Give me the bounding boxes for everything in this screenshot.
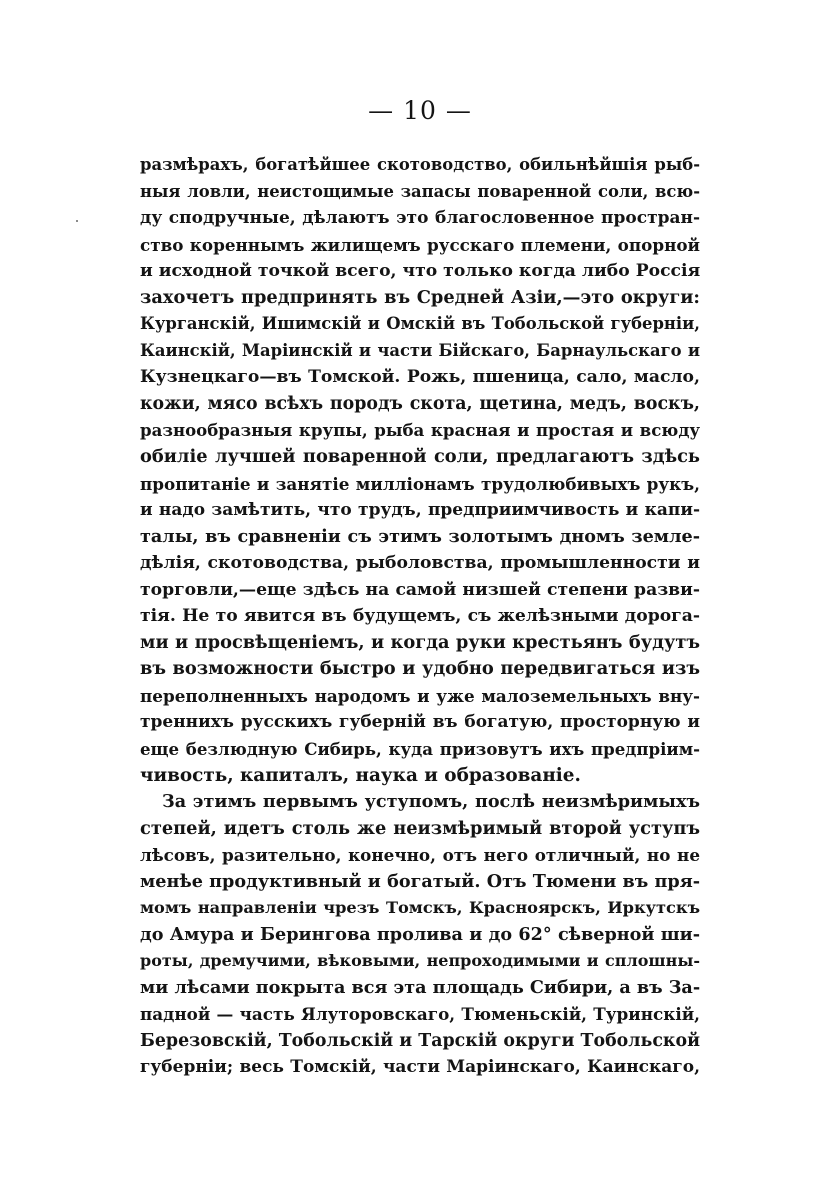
text-line: Кузнецкаго—въ Томской. Рожь, пшеница, сало, масло,	[140, 367, 700, 388]
text-line: момъ направленiи чрезъ Томскъ, Красноярскъ, Иркутскъ	[140, 898, 700, 918]
text-line: губернiи; весь Томскiй, части Марiинскаго, Каинскаго,	[140, 1057, 700, 1078]
print-speck	[76, 220, 78, 222]
text-line: Курганскiй, Ишимскiй и Омскiй въ Тобольской губернiи,	[140, 314, 700, 334]
text-line: до Амура и Берингова пролива и до 62° сѣверной ши-	[140, 923, 700, 945]
text-line: ду сподручные, дѣлаютъ это благословенное простран-	[140, 208, 700, 229]
text-line: разнообразныя крупы, рыба красная и простая и всюду	[140, 420, 700, 441]
text-line: За этимъ первымъ уступомъ, послѣ неизмѣримыхъ	[162, 791, 700, 812]
text-line: лѣсовъ, разительно, конечно, отъ него отличный, но не	[140, 845, 700, 866]
text-line: ми лѣсами покрыта вся эта площадь Сибири, а въ За-	[140, 976, 700, 998]
text-line: въ возможности быстро и удобно передвигаться изъ	[140, 658, 700, 680]
text-line: менѣе продуктивный и богатый. Отъ Тюмени въ пря-	[140, 870, 700, 892]
text-line: еще безлюдную Сибирь, куда призовутъ ихъ предпрiим-	[140, 739, 700, 760]
text-line: размѣрахъ, богатѣйшее скотоводство, обильнѣйшiя рыб-	[140, 155, 700, 174]
text-line: ство кореннымъ жилищемъ русскаго племени, опорной	[140, 234, 700, 255]
text-line: и исходной точкой всего, что только когда либо Россiя	[140, 261, 700, 282]
text-line: пропитанiе и занятiе миллiонамъ трудолюбивыхъ рукъ,	[140, 473, 700, 494]
paragraph-2	[140, 789, 700, 1081]
text-line: дѣлiя, скотоводства, рыболовства, промышленности и	[140, 553, 700, 574]
text-line: степей, идетъ столь же неизмѣримый второй уступъ	[140, 817, 700, 839]
text-line: чивость, капиталъ, наука и образованiе.	[140, 764, 581, 786]
text-line: талы, въ сравненiи съ этимъ золотымъ дномъ земле-	[140, 525, 700, 547]
text-line: падной — часть Ялуторовскаго, Тюменьскiй, Туринскiй,	[140, 1004, 700, 1025]
text-line: тiя. Не то явится въ будущемъ, съ желѣзными дорога-	[140, 606, 700, 627]
text-line: торговли,—еще здѣсь на самой низшей степени разви-	[140, 579, 700, 600]
text-line: кожи, мясо всѣхъ породъ скота, щетина, медъ, воскъ,	[140, 393, 700, 414]
text-line: треннихъ русскихъ губернiй въ богатую, просторную и	[140, 712, 700, 733]
text-line: Каинскiй, Марiинскiй и части Бiйскаго, Барнаульскаго и	[140, 340, 700, 360]
text-line: роты, дремучими, вѣковыми, непроходимыми и сплошны-	[140, 951, 700, 971]
text-line: захочетъ предпринять въ Средней Азiи,—это округи:	[140, 286, 700, 308]
text-line: и надо замѣтить, что трудъ, предприимчивость и капи-	[140, 500, 700, 521]
page-number: — 10 —	[368, 96, 472, 125]
text-line: ми и просвѣщенiемъ, и когда руки крестьянъ будутъ	[140, 631, 700, 653]
text-line: переполненныхъ народомъ и уже малоземельныхъ вну-	[140, 685, 700, 706]
paragraph-1	[140, 152, 700, 789]
text-line: ныя ловли, неистощимые запасы поваренной соли, всю-	[140, 181, 700, 201]
text-line: Березовскiй, Тобольскiй и Тарскiй округи Тобольской	[140, 1030, 700, 1051]
text-line: обилiе лучшей поваренной соли, предлагаютъ здѣсь	[140, 446, 700, 468]
